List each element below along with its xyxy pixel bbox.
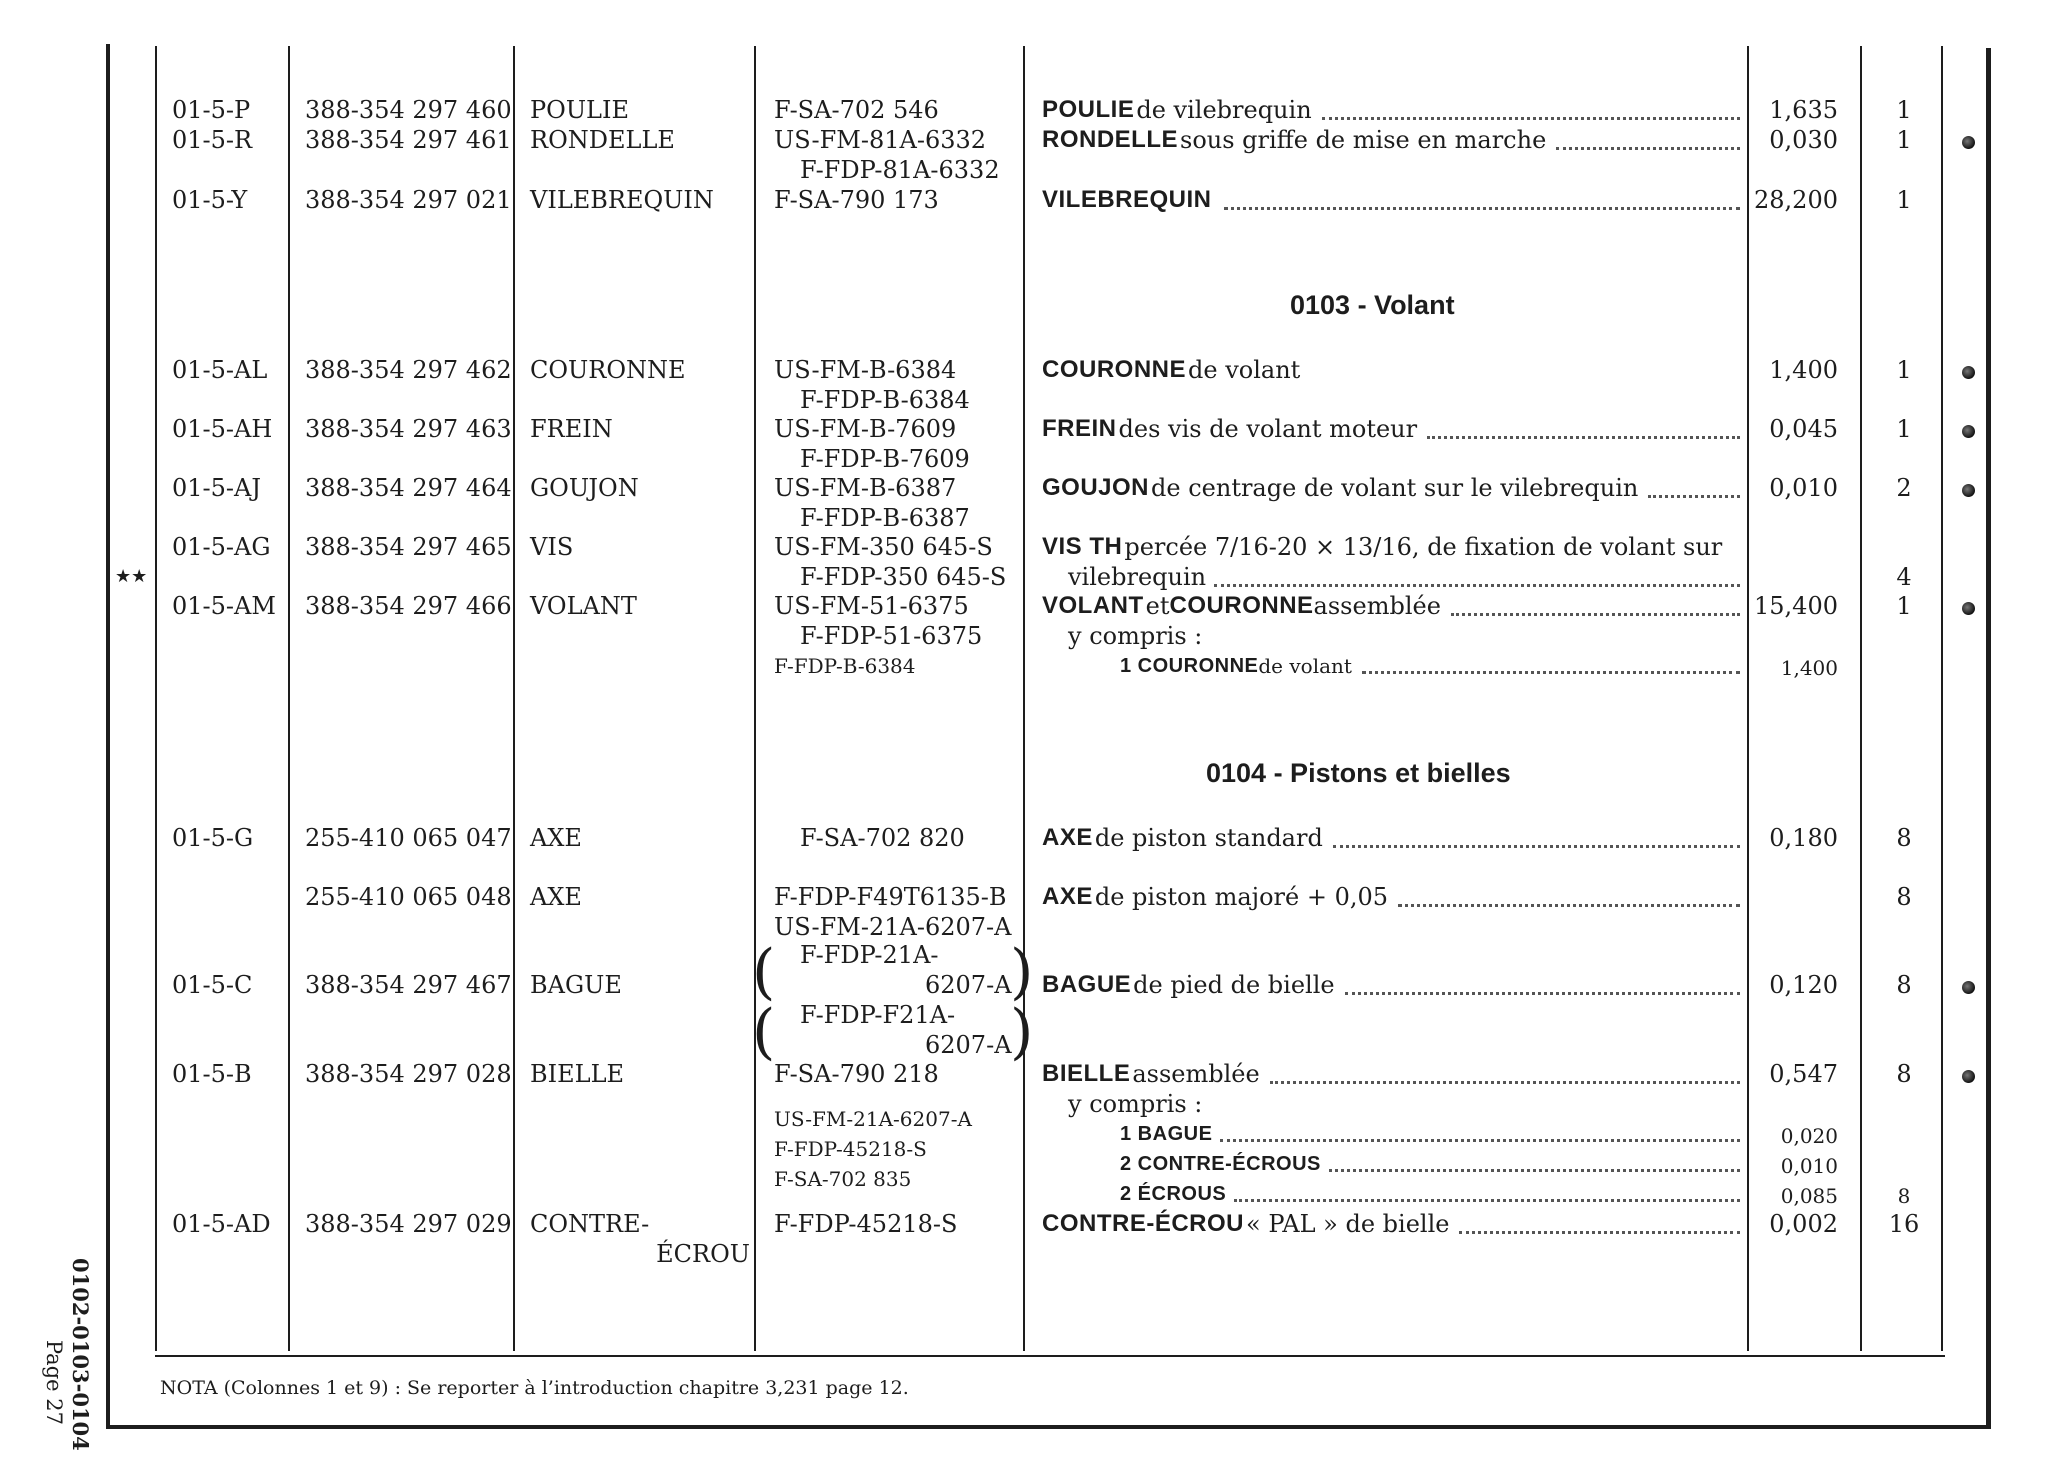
part-name: FREIN: [530, 415, 613, 443]
supplier-ref: F-FDP-B-6384: [800, 386, 970, 414]
quantity: 4: [1896, 563, 1912, 591]
bullet-dot-icon: [1962, 1070, 1975, 1083]
ref-number: 01-5-AG: [172, 533, 271, 561]
supplier-ref: F-FDP-350 645-S: [800, 563, 1007, 591]
quantity: 8: [1896, 1060, 1912, 1088]
supplier-ref: F-FDP-B-6387: [800, 504, 970, 532]
bullet-dot-icon: [1962, 484, 1975, 497]
part-number: 388-354 297 028: [305, 1060, 512, 1088]
unit-weight: 0,045: [1769, 415, 1838, 443]
supplier-ref: F-FDP-B-7609: [800, 445, 970, 473]
unit-weight: 0,030: [1769, 126, 1838, 154]
desc-text: de vilebrequin: [1136, 96, 1312, 124]
leader-dots: [1214, 582, 1740, 587]
quantity: 8: [1896, 971, 1912, 999]
desc-text: « PAL » de bielle: [1246, 1210, 1450, 1238]
bullet-dot-icon: [1962, 602, 1975, 615]
desc-text: sous griffe de mise en marche: [1180, 126, 1547, 154]
part-name: COURONNE: [530, 356, 686, 384]
frame-bottom-line: [106, 1425, 1991, 1429]
desc-cont: y compris :: [1068, 1090, 1203, 1118]
desc-bold: COURONNE: [1042, 356, 1187, 383]
supplier-ref: US-FM-B-7609: [774, 415, 957, 443]
desc-cont: y compris :: [1068, 622, 1203, 650]
leader-dots: [1322, 115, 1740, 120]
column-rule-6: [1747, 46, 1749, 1351]
supplier-ref: 6207-A: [925, 1031, 1012, 1059]
sub-qty: 8: [1897, 1184, 1911, 1208]
leader-dots: [1398, 902, 1740, 907]
ref-number: 01-5-AD: [172, 1210, 271, 1238]
supplier-ref: F-FDP-45218-S: [774, 1137, 927, 1161]
desc-text: de piston majoré + 0,05: [1094, 883, 1389, 911]
leader-dots: [1345, 990, 1740, 995]
brace-icon: (: [752, 937, 776, 1007]
desc-bold: RONDELLE: [1042, 126, 1178, 153]
part-name: AXE: [530, 824, 582, 852]
quantity: 2: [1896, 474, 1912, 502]
unit-weight: 0,002: [1769, 1210, 1838, 1238]
supplier-ref: F-SA-790 218: [774, 1060, 939, 1088]
part-name: POULIE: [530, 96, 629, 124]
supplier-ref: F-FDP-81A-6332: [800, 156, 1000, 184]
supplier-ref: F-FDP-B-6384: [774, 654, 916, 678]
column-rule-8: [1941, 46, 1943, 1351]
part-number: 388-354 297 464: [305, 474, 512, 502]
supplier-ref: US-FM-B-6384: [774, 356, 957, 384]
desc-bold: GOUJON: [1042, 474, 1150, 501]
brace-icon: ): [1010, 997, 1034, 1067]
desc-bold: POULIE: [1042, 96, 1135, 123]
part-number: 388-354 297 029: [305, 1210, 512, 1238]
leader-dots: [1648, 493, 1740, 498]
column-rule-1: [155, 46, 157, 1351]
desc-text: et: [1145, 592, 1170, 620]
leader-dots: [1459, 1229, 1740, 1234]
desc-bold: VOLANT: [1042, 592, 1144, 619]
desc-bold: FREIN: [1042, 415, 1117, 442]
supplier-ref: US-FM-21A-6207-A: [774, 1107, 972, 1131]
frame-right-line: [1986, 48, 1991, 1429]
ref-number: 01-5-AH: [172, 415, 273, 443]
supplier-ref: F-SA-702 820: [800, 824, 965, 852]
desc-bold: AXE: [1042, 883, 1093, 910]
unit-weight: 15,400: [1754, 592, 1838, 620]
leader-dots: [1329, 1167, 1740, 1172]
bullet-dot-icon: [1962, 136, 1975, 149]
side-page-text: Page 27: [42, 1340, 66, 1425]
supplier-ref: F-FDP-51-6375: [800, 622, 983, 650]
ref-number: 01-5-B: [172, 1060, 252, 1088]
desc-text: de centrage de volant sur le vilebrequin: [1151, 474, 1639, 502]
quantity: 1: [1896, 96, 1912, 124]
bullet-dot-icon: [1962, 366, 1975, 379]
part-number: 388-354 297 462: [305, 356, 512, 384]
supplier-ref: F-FDP-F21A-: [800, 1001, 956, 1029]
supplier-ref: F-SA-702 835: [774, 1167, 912, 1191]
desc-bold-2: COURONNE: [1169, 592, 1314, 619]
desc-text: de pied de bielle: [1133, 971, 1335, 999]
supplier-ref: F-FDP-F49T6135-B: [774, 883, 1007, 911]
unit-weight: 0,547: [1769, 1060, 1838, 1088]
desc-cont: vilebrequin: [1068, 563, 1207, 591]
part-name: CONTRE-: [530, 1210, 650, 1238]
quantity: 1: [1896, 126, 1912, 154]
section-title-volant: 0103 - Volant: [1290, 290, 1455, 320]
sub-weight: 0,020: [1780, 1124, 1838, 1148]
star-mark-icon: ★★: [115, 566, 148, 587]
part-number: 388-354 297 021: [305, 186, 512, 214]
desc-bold: BIELLE: [1042, 1060, 1131, 1087]
column-rule-7: [1860, 46, 1862, 1351]
desc-text: assemblée: [1132, 1060, 1260, 1088]
part-name: BAGUE: [530, 971, 622, 999]
bullet-dot-icon: [1962, 425, 1975, 438]
column-rule-2: [288, 46, 290, 1351]
unit-weight: 1,635: [1769, 96, 1838, 124]
part-number: 255-410 065 048: [305, 883, 512, 911]
desc-text-2: assemblée: [1313, 592, 1441, 620]
part-name-cont: ÉCROU: [656, 1240, 750, 1268]
part-number: 388-354 297 460: [305, 96, 512, 124]
supplier-ref: US-FM-51-6375: [774, 592, 969, 620]
ref-number: 01-5-AL: [172, 356, 268, 384]
unit-weight: 1,400: [1769, 356, 1838, 384]
leader-dots: [1556, 145, 1740, 150]
desc-bold: CONTRE-ÉCROU: [1042, 1210, 1244, 1237]
leader-dots: [1270, 1079, 1740, 1084]
nota-separator-line: [155, 1355, 1945, 1357]
leader-dots: [1451, 611, 1740, 616]
part-name: GOUJON: [530, 474, 639, 502]
desc-sub-bold: 2 CONTRE-ÉCROUS: [1120, 1153, 1321, 1175]
supplier-ref: US-FM-81A-6332: [774, 126, 987, 154]
supplier-ref: F-SA-790 173: [774, 186, 939, 214]
desc-text: des vis de volant moteur: [1118, 415, 1418, 443]
part-name: AXE: [530, 883, 582, 911]
leader-dots: [1427, 434, 1740, 439]
desc-bold: VIS TH: [1042, 533, 1123, 560]
desc-sub-text: de volant: [1258, 654, 1352, 678]
quantity: 1: [1896, 356, 1912, 384]
sub-weight: 1,400: [1780, 656, 1838, 680]
unit-weight: 0,010: [1769, 474, 1838, 502]
supplier-ref: F-FDP-21A-: [800, 941, 939, 969]
part-name: VIS: [530, 533, 574, 561]
column-rule-4: [754, 46, 756, 1351]
part-number: 388-354 297 466: [305, 592, 512, 620]
ref-number: 01-5-P: [172, 96, 251, 124]
desc-sub-bold: 1 COURONNE: [1120, 655, 1259, 677]
desc-text: de volant: [1188, 356, 1301, 384]
ref-number: 01-5-R: [172, 126, 253, 154]
ref-number: 01-5-Y: [172, 186, 248, 214]
part-number: 388-354 297 467: [305, 971, 512, 999]
leader-dots: [1220, 1137, 1740, 1142]
column-rule-5: [1023, 46, 1025, 1351]
leader-dots: [1362, 669, 1740, 674]
frame-left-line: [106, 44, 110, 1429]
quantity: 8: [1896, 824, 1912, 852]
ref-number: 01-5-C: [172, 971, 253, 999]
supplier-ref: F-SA-702 546: [774, 96, 939, 124]
desc-sub-bold: 2 ÉCROUS: [1120, 1183, 1227, 1205]
desc-bold: VILEBREQUIN: [1042, 186, 1212, 213]
unit-weight: 0,120: [1769, 971, 1838, 999]
part-number: 388-354 297 463: [305, 415, 512, 443]
side-code: [65, 1258, 95, 1451]
ref-number: 01-5-AJ: [172, 474, 261, 502]
supplier-ref: US-FM-21A-6207-A: [774, 913, 1012, 941]
supplier-ref: US-FM-350 645-S: [774, 533, 993, 561]
nota-text: NOTA (Colonnes 1 et 9) : Se reporter à l’introduction chapitre 3,231 page 12.: [160, 1377, 909, 1399]
quantity: 1: [1896, 186, 1912, 214]
ref-number: 01-5-G: [172, 824, 254, 852]
part-name: RONDELLE: [530, 126, 675, 154]
leader-dots: [1333, 843, 1740, 848]
bullet-dot-icon: [1962, 981, 1975, 994]
column-rule-3: [513, 46, 515, 1351]
unit-weight: 28,200: [1754, 186, 1838, 214]
desc-text: de piston standard: [1094, 824, 1323, 852]
desc-bold: BAGUE: [1042, 971, 1132, 998]
part-name: VOLANT: [530, 592, 637, 620]
part-number: 388-354 297 465: [305, 533, 512, 561]
supplier-ref: F-FDP-45218-S: [774, 1210, 958, 1238]
supplier-ref: 6207-A: [925, 971, 1012, 999]
part-name: BIELLE: [530, 1060, 625, 1088]
brace-icon: ): [1010, 937, 1034, 1007]
quantity: 16: [1888, 1210, 1920, 1238]
desc-bold: AXE: [1042, 824, 1093, 851]
sub-weight: 0,085: [1780, 1184, 1838, 1208]
ref-number: 01-5-AM: [172, 592, 276, 620]
desc-text: percée 7/16-20 × 13/16, de fixation de volant sur: [1124, 533, 1723, 561]
section-title-pistons: 0104 - Pistons et bielles: [1206, 758, 1511, 788]
leader-dots: [1224, 205, 1740, 210]
quantity: 1: [1896, 415, 1912, 443]
unit-weight: 0,180: [1769, 824, 1838, 852]
part-number: 255-410 065 047: [305, 824, 512, 852]
part-name: VILEBREQUIN: [530, 186, 714, 214]
side-code-text: 0102-0103-0104: [68, 1258, 93, 1451]
quantity: 1: [1896, 592, 1912, 620]
quantity: 8: [1896, 883, 1912, 911]
side-page: [38, 1340, 68, 1440]
desc-sub-bold: 1 BAGUE: [1120, 1123, 1213, 1145]
brace-icon: (: [752, 997, 776, 1067]
supplier-ref: US-FM-B-6387: [774, 474, 957, 502]
leader-dots: [1234, 1197, 1740, 1202]
sub-weight: 0,010: [1780, 1154, 1838, 1178]
part-number: 388-354 297 461: [305, 126, 512, 154]
